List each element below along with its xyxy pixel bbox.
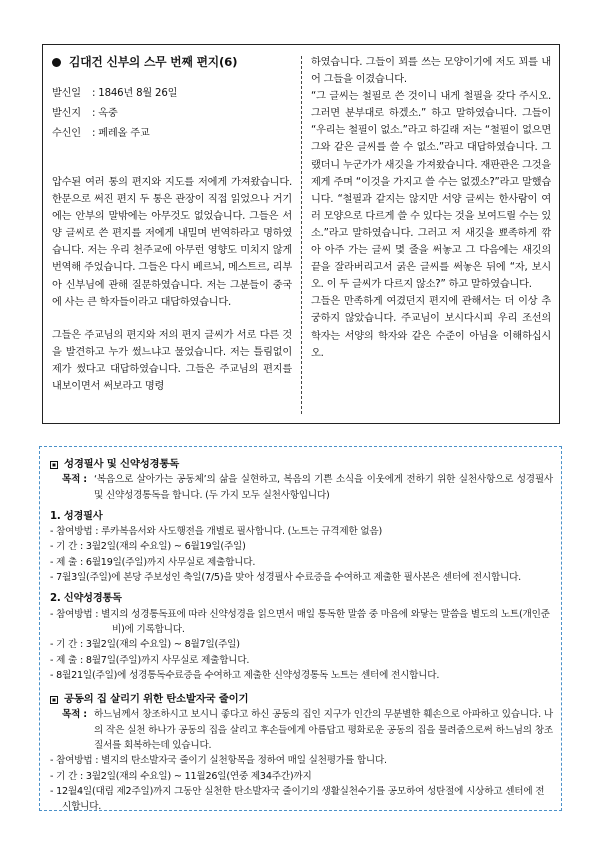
letter-meta [52,84,292,144]
meta-to-value: 페레올 주교 [98,128,150,139]
purpose-label: 목적 : [62,474,87,486]
list-item: - 7월3일(주일)에 본당 주보성인 축일(7/5)을 맞아 성경필사 수료증을 수여하고 제출한 필사본은 센터에 전시합니다. [50,572,522,584]
list-item: - 참여방법 : 루카복음서와 사도행전을 개별로 필사합니다. (노트는 규격제한 없음) [50,526,383,538]
meta-date-label: 발신일 [52,88,81,99]
notice-box [39,446,562,811]
letter-paragraph: “그 글씨는 철필로 쓴 것이니 내게 철필을 갖다 주시오. 그러면 분부대로 하겠소.” 하고 말하였습니다. 그들이 “우리는 철필이 없소.”라고 하길래 저는 “철필이 없으면 그와 같은 글씨를 쓸 수 없소.”라고 대답하였습니다. 그랬더니 누군가가 새깃을 가져왔습니다. 재판관은 그것을 제게 주며 “이것을 가지고 쓸 수는 없겠소?”라고 말했습니다. “철필과 같지는 않지만 서양 글씨는 한사람이 여러 모양으로 다르게 쓸 수 있다는 것을 보여드릴 수는 있소.”라고 말하였습니다. 그러고 저 새깃을 뾰족하게 깎아 아주 가는 글씨 몇 줄을 써놓고 그 다음에는 새깃의 끝을 잘라버리고서 굵은 글씨를 써놓은 뒤에 “자, 보시오. 이 두 글씨가 다르지 않소?” 하고 말하였습니다. [311,91,551,291]
meta-colon: : [92,128,99,139]
letter-paragraph: 그들은 만족하게 여겼던지 편지에 관해서는 더 이상 추궁하지 않았습니다. 주교님이 보시다시피 우리 조선의 학자는 서양의 학자와 같은 수준이 아님을 이해하십시오. [311,296,551,359]
letter-left-column [52,54,292,395]
subsection-title: 2. 신약성경통독 [50,593,122,605]
list-item: - 제 출 : 6월19일(주일)까지 사무실로 제출합니다. [50,556,256,568]
list-item: - 기 간 : 3월2일(재의 수요일) ~ 8월7일(주일) [50,639,240,651]
meta-from-value: 옥중 [98,108,118,119]
letter-paragraph: 하였습니다. 그들이 꾀를 쓰는 모양이기에 저도 꾀를 내어 그들을 이겼습니다. [311,57,551,86]
meta-to [52,124,292,144]
column-divider [301,56,302,414]
meta-to-label: 수신인 [52,128,81,139]
letter-title-text: 김대건 신부의 스무 번째 편지(6) [69,55,238,69]
list-item: - 12월4일(대림 제2주일)까지 그동안 실천한 탄소발자국 줄이기의 생활실천수기를 공모하여 성탄절에 시상하고 센터에 전시합니다. [50,785,545,813]
letter-title [52,54,292,70]
meta-from-label: 발신지 [52,108,81,119]
section-title-text: 공동의 집 살리기 위한 탄소발자국 줄이기 [64,693,249,706]
list-item: - 기 간 : 3월2일(재의 수요일) ~ 11월26일(연중 제34주간)까지 [50,770,312,782]
list-item: - 참여방법 : 별지의 탄소발자국 줄이기 실천항목을 정하여 매일 실천평가를 합니다. [50,755,387,767]
purpose-text: ‘복음으로 살아가는 공동체’의 삶을 실현하고, 복음의 기쁜 소식을 이웃에게 전하기 위한 실천사항으로 성경필사 및 신약성경통독을 합니다. (두 가지 모두 실천사항입니다) [94,474,553,501]
meta-from [52,104,292,124]
section-purpose [50,472,553,503]
meta-date [52,84,292,104]
section-purpose [50,707,553,753]
checkbox-square-icon [50,696,58,704]
notice-content [50,457,553,815]
bullet-icon [52,58,61,67]
section-title [50,457,553,472]
list-item: - 참여방법 : 별지의 성경통독표에 따라 신약성경을 읽으면서 매일 통독한 말씀 중 마음에 와닿는 말씀을 별도의 노트(개인준비)에 기록합니다. [50,608,550,635]
letter-right-column [311,54,551,362]
list-item: - 8월21일(주일)에 성경통독수료증을 수여하고 제출한 신약성경통독 노트는 센터에 전시합니다. [50,669,440,681]
subsection-title: 1. 성경필사 [50,510,103,522]
purpose-label: 목적 : [62,709,87,721]
meta-colon: : [92,108,99,119]
letter-paragraph: 압수된 여러 통의 편지와 지도를 저에게 가져왔습니다. 한문으로 써진 편지 두 통은 관장이 직접 읽었으나 거기에는 안부의 말밖에는 아무것도 없었습니다. 그들은 서양 글씨로 쓴 편지를 저에게 내밀며 번역하라고 명하였습니다. 저는 우리 천주교에 아무런 영향도 미치지 않게 번역해 주었습니다. 그들은 다시 베르뇌, 메스트르, 리부아 신부님에 관해 질문하였습니다. 저는 그분들이 중국에 사는 큰 학자들이라고 대답하였습니다. [52,177,292,308]
letter-paragraph: 그들은 주교님의 편지와 저의 편지 글씨가 서로 다른 것을 발견하고 누가 썼느냐고 물었습니다. 저는 틀림없이 제가 썼다고 대답하였습니다. 그들은 주교님의 편지를 내보이면서 써보라고 명령 [52,329,292,393]
purpose-text: 하느님께서 창조하시고 보시니 좋다고 하신 공동의 집인 지구가 인간의 무분별한 훼손으로 아파하고 있습니다. 나의 작은 실천 하나가 공동의 집을 살리고 후손들에게 아름답고 평화로운 공동의 집을 물려줌으로써 하느님의 창조질서를 회복하는데 있습니다. [94,709,553,752]
meta-date-value: 1846년 8월 26일 [98,88,178,99]
section-title-text: 성경필사 및 신약성경통독 [64,458,180,470]
list-item: - 기 간 : 3월2일(재의 수요일) ~ 6월19일(주일) [50,541,246,553]
checkbox-square-icon [50,461,58,469]
meta-colon: : [92,88,99,99]
list-item: - 제 출 : 8월7일(주일)까지 사무실로 제출합니다. [50,654,250,666]
section-title [50,692,553,707]
